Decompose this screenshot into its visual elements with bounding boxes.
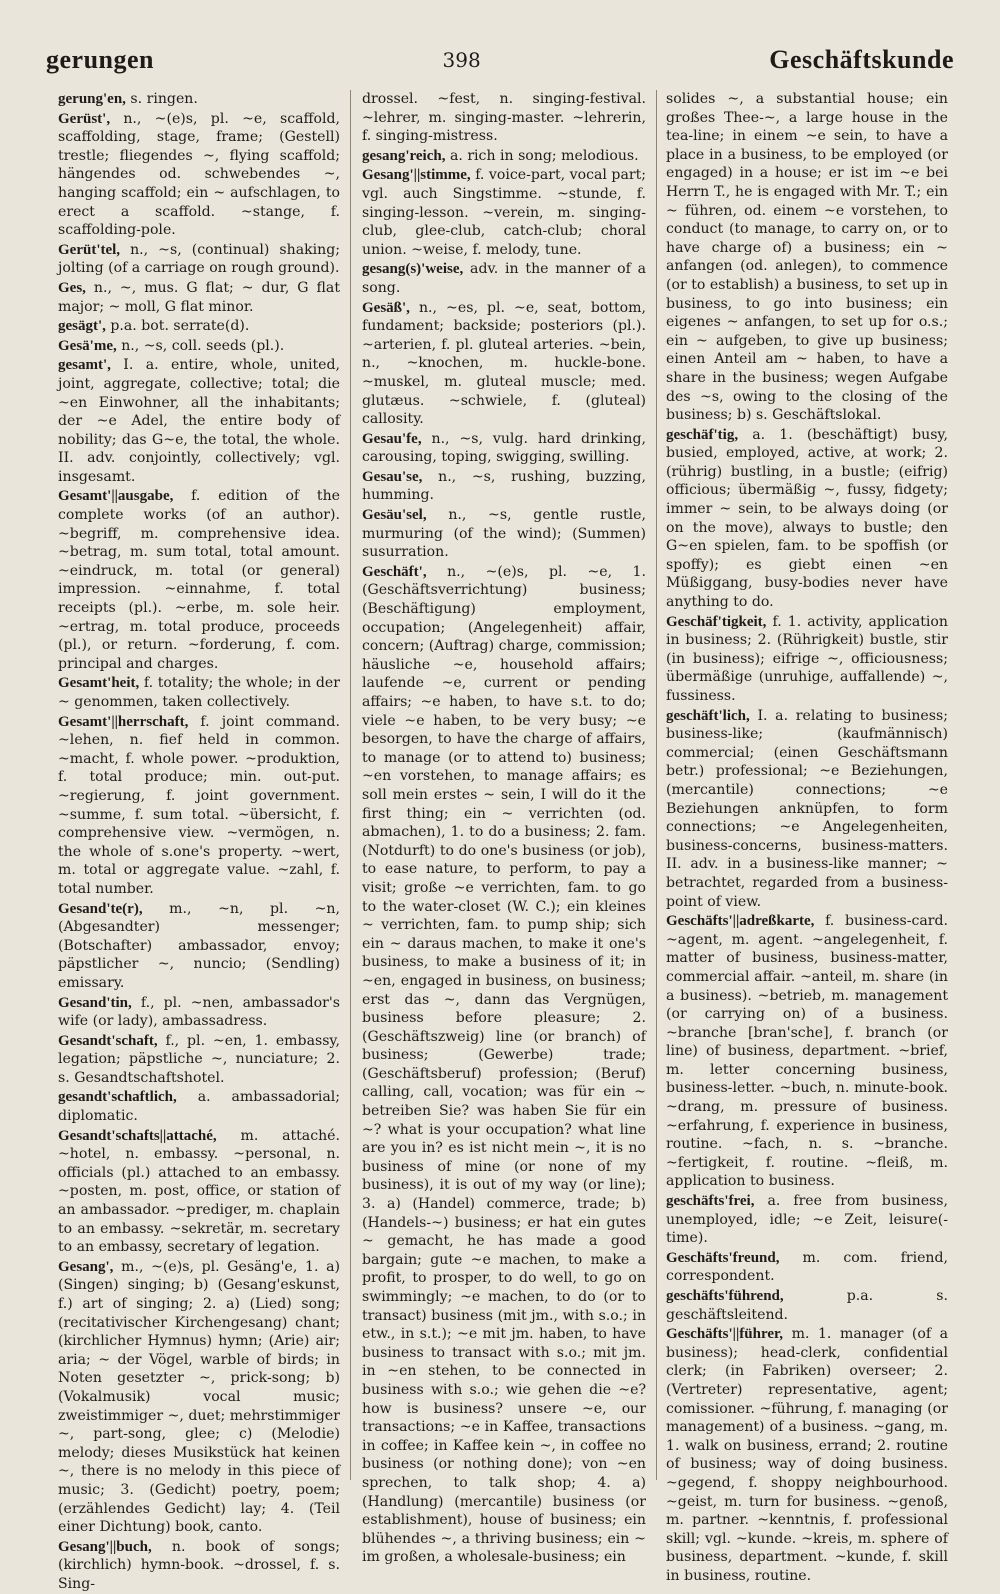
column-middle	[362, 90, 647, 1566]
entry-headword: Gerüt'tel,	[58, 241, 121, 258]
dictionary-entry	[58, 337, 340, 356]
dictionary-entry	[666, 707, 948, 912]
entry-definition: f. voice-part, vocal part; vgl. auch Singstimme. ~stunde, f. singing-lesson. ~verein, m. singing-club, glee-club, catch-club; choral union. ~weise, f. melody, tune.	[362, 167, 646, 258]
entry-definition: n. book of songs; (kirchlich) hymn-book. ~drossel, f. s. Sing-	[58, 1538, 340, 1592]
entry-headword: Gerüst',	[58, 110, 111, 127]
entry-definition: s. ringen.	[130, 91, 198, 107]
dictionary-entry	[58, 713, 340, 899]
dictionary-entry	[666, 912, 948, 1191]
entry-definition: n., ~(e)s, pl. ~e, scaffold, scaffolding, stage, frame; (Gestell) trestle; fliegendes ~, flying scaffold; hängendes od. schwebendes ~, hanging scaffold; ein ~ aufschlagen, to erect a scaffold. ~stange, f. scaffolding-pole.	[58, 110, 341, 239]
entry-definition: n., ~s, rushing, buzzing, humming.	[362, 468, 647, 504]
entry-headword: gerung'en,	[58, 91, 126, 107]
entry-headword: geschäft'lich,	[666, 707, 750, 724]
dictionary-entry	[58, 356, 340, 486]
entry-headword: Gesang',	[58, 1258, 114, 1275]
running-head-right: Geschäftskunde	[769, 45, 954, 74]
running-head-left: gerungen	[46, 45, 154, 74]
entry-definition: n., ~s, gentle rustle, murmuring (of the wind); (Summen) susurration.	[362, 507, 646, 561]
entry-headword: Gesamt'||ausgabe,	[58, 488, 174, 505]
entry-definition: a. 1. (beschäftigt) busy, busied, employed, active, at work; 2. (rührig) bustling, in a bustle; (eifrig) officious; übermäßig ~, fussy, fidgety; immer ~ sein, to be always doing (or on the move), always to bustle; den G~en spielen, fam. to be spoffish (or spoffy); es giebt einen ~en Müßiggang, busy-bodies never have anything to do.	[666, 426, 948, 611]
entry-headword: Geschäf'tigkeit,	[666, 613, 767, 630]
entry-headword: Ges,	[58, 279, 86, 296]
entry-headword: Geschäft',	[362, 563, 427, 580]
entry-definition: n., ~s, coll. seeds (pl.).	[121, 337, 285, 354]
entry-headword: geschäfts'führend,	[666, 1288, 784, 1304]
entry-definition: a. rich in song; melodious.	[449, 147, 639, 164]
entry-headword: gesandt'schaftlich,	[58, 1089, 177, 1106]
entry-definition: m. com. friend, correspondent.	[666, 1249, 948, 1285]
dictionary-entry	[666, 1249, 948, 1286]
entry-headword: gesang'reich,	[362, 147, 446, 164]
entry-headword: Gesau'se,	[362, 468, 423, 485]
entry-definition: I. a. relating to business; business-like; (kaufmännisch) commercial; (einen Geschäftsmann betr.) professional; ~e Beziehungen, (mercantile) connections; ~e Beziehungen anknüpfen, to form connections; ~e Angelegenheiten, business-concerns, business-matters. II. adv. in a business-like manner; ~ betrachtet, regarded from a business-point of view.	[666, 707, 948, 910]
entry-definition: a. free from business, unemployed, idle; ~e Zeit, leisure(-time).	[666, 1193, 949, 1247]
entry-definition: m. 1. manager (of a business); head-clerk, confidential clerk; (in Fabriken) overseer; 2. (Vertreter) representative, agent; comissioner. ~führung, f. managing (or management) of a business. ~gang, m. 1. walk on business, errand; 2. routine of business; way of doing business. ~gegend, f. shoppy neighbourhood. ~geist, m. turn for business. ~genoß, m. partner. ~kenntnis, f. professional skill; vgl. ~kunde. ~kreis, m. sphere of business, department. ~kunde, f. skill in business, routine.	[666, 1326, 948, 1584]
entry-headword: Gesäu'sel,	[362, 507, 427, 524]
entry-definition: n., ~es, pl. ~e, seat, bottom, fundament; backside; posteriors (pl.). ~arterien, f. pl. gluteal arteries. ~bein, n., ~knochen, m. huckle-bone. ~muskel, m. gluteal muscle; med. glutæus. ~schwiele, f. (gluteal) callosity.	[362, 299, 646, 428]
dictionary-entry	[362, 506, 646, 562]
dictionary-entry	[58, 674, 340, 711]
entry-definition: drossel. ~fest, n. singing-festival. ~lehrer, m. singing-master. ~lehrerin, f. singing-mistress.	[362, 91, 646, 145]
page-header	[46, 38, 954, 82]
dictionary-entry	[666, 1192, 948, 1248]
entry-headword: Gesau'fe,	[362, 430, 422, 447]
entry-headword: Geschäfts'freund,	[666, 1249, 780, 1266]
dictionary-entry	[362, 563, 646, 1567]
entry-headword: geschäfts'frei,	[666, 1193, 755, 1210]
column-left	[58, 90, 341, 1592]
dictionary-entry	[58, 110, 340, 240]
dictionary-entry	[58, 1032, 340, 1088]
entry-headword: Gesamt'heit,	[58, 675, 140, 692]
entry-definition: adv. in the manner of a song.	[362, 261, 646, 296]
column-right	[666, 90, 949, 1584]
entry-headword: Gesand'te(r),	[58, 900, 143, 917]
entry-headword: Gesang'||buch,	[58, 1538, 152, 1555]
entry-definition: n., ~s, (continual) shaking; jolting (of a carriage on rough ground).	[58, 241, 341, 277]
column-divider	[350, 90, 351, 1480]
entry-headword: gesamt',	[58, 357, 111, 374]
entry-definition: n., ~, mus. G flat; ~ dur, G flat major; ~ moll, G flat minor.	[58, 279, 340, 315]
dictionary-entry	[666, 1287, 948, 1324]
dictionary-entry	[362, 299, 646, 429]
entry-headword: Gesandt'schaft,	[58, 1032, 158, 1049]
entry-definition: f., pl. ~nen, ambassador's wife (or lady), ambassadress.	[58, 994, 340, 1030]
entry-headword: geschäf'tig,	[666, 426, 739, 443]
entry-definition: I. a. entire, whole, united, joint, aggregate, collective; total; die ~en Einwohner, all the inhabitants; der ~e Adel, the entire body of nobility; das G~e, the total, the whole. II. adv. conjointly, collectively; vgl. insgesamt.	[58, 357, 341, 485]
dictionary-entry	[58, 900, 340, 993]
entry-headword: Gesand'tin,	[58, 994, 132, 1011]
dictionary-entry	[362, 430, 646, 467]
entry-definition: f. joint command. ~lehen, n. fief held in common. ~macht, f. whole power. ~produktion, f. total produce; min. out-put. ~regierung, f. joint government. ~summe, f. sum total. ~übersicht, f. comprehensive view. ~vermögen, n. the whole of s.one's property. ~wert, m. total or aggregate value. ~zahl, f. total number.	[58, 713, 340, 897]
dictionary-entry	[666, 90, 948, 425]
entry-definition: n., ~(e)s, pl. ~e, 1. (Geschäftsverrichtung) business; (Beschäftigung) employment, occupation; (Angelegenheit) affair, concern; (Auftrag) charge, commission; häusliche ~e, household affairs; laufende ~e, current or pending affairs; ~e haben, to have s.t. to do; viele ~e haben, to be very busy; ~e besorgen, to have the charge of affairs, to manage (or to attend to) business; ~en vorstehen, to manage affairs; es soll mein erstes ~ sein, I will do it the first thing; ein ~ verrichten (od. abmachen), 1. to do a business; 2. fam. (Notdurft) to do one's business (or job), to ease nature, to perform, to pay a visit; große ~e verrichten, fam. to go to the water-closet (W. C.); ein kleines ~ verrichten, fam. to pump ship; sich ein ~ daraus machen, to make it one's business, to make a business of it; in ~en, engaged in business, on business; erst das ~, dann das Vergnügen, business before pleasure; 2. (Geschäftszweig) line (or branch) of business; (Gewerbe) trade; (Geschäftsberuf) profession; (Beruf) calling, call, vocation; was für ein ~ betreiben Sie? was haben Sie für ein ~? what is your occupation? what line are you in? es ist nicht mein ~, it is no business of mine (or none of my business), it is out of my way (or line); 3. a) (Handel) commerce, trade; b) (Handels-~) business; er hat ein gutes ~ gemacht, he has made a good bargain; gute ~e machen, to make a profit, to prosper, to do well, to go on swimmingly; ~e machen, to do (or to transact) business (mit jm., with s.o.; in etw., in s.t.); ~e mit jm. haben, to have business to transact with s.o.; mit jm. in ~en stehen, to be connected in business with s.o.; wie gehen die ~e? how is business? unsere ~e, our transactions; ~e in Kaffee, transactions in coffee; in Kaffee kein ~, in coffee no business (or nothing done); von ~en sprechen, to talk shop; 4. a) (Handlung) (mercantile) business (or establishment), house of business; ein blühendes ~, a thriving business; ein ~ im großen, a wholesale-business; ein	[362, 563, 647, 1566]
entry-definition: n., ~s, vulg. hard drinking, carousing, toping, swigging, swilling.	[362, 430, 646, 466]
dictionary-entry	[362, 166, 646, 259]
dictionary-entry	[666, 613, 948, 706]
entry-headword: Gesamt'||herrschaft,	[58, 713, 189, 730]
dictionary-entry	[58, 317, 340, 336]
entry-headword: Gesäß',	[362, 299, 410, 316]
dictionary-entry	[362, 147, 646, 166]
dictionary-entry	[58, 241, 340, 278]
entry-definition: solides ~, a substantial house; ein großes Thee-~, a large house in the tea-line; in einem ~e sein, to have a place in a business, to be employed (or engaged) in a house; er ist im ~e bei Herrn T., he is engaged with Mr. T.; ein ~ führen, od. einem ~e vorstehen, to conduct (to manage, to carry on, or to have charge of) a business; ein ~ anfangen (od. anlegen), to commence (or to establish) a business, to set up in business, to go into business; ein eigenes ~ anfangen, to set up for o.s.; ein ~ aufgeben, to give up business; einen Anteil am ~ haben, to have a share in the business; wegen Aufgabe des ~s, owing to the closing of the business; b) s. Geschäftslokal.	[666, 91, 948, 424]
page-number: 398	[442, 48, 481, 72]
entry-headword: Gesä'me,	[58, 337, 117, 354]
dictionary-entry	[362, 90, 646, 146]
entry-definition: m., ~(e)s, pl. Gesäng'e, 1. a) (Singen) singing; b) (Gesang'eskunst, f.) art of singing; 2. a) (Lied) song; (recitativischer Kirchengesang) chant; (kirchlicher Hymnus) hymn; (Arie) air; aria; ~ der Vögel, warble of birds; in Noten gesetzter ~, prick-song; b) (Vokalmusik) vocal music; zweistimmiger ~, duet; mehrstimmiger ~, part-song, glee; c) (Melodie) melody; dieses Musikstück hat keinen ~, there is no melody in this piece of music; 3. (Gedicht) poetry, poem; (erzählendes Gedicht) lay; 4. (Teil einer Dichtung) book, canto.	[58, 1258, 340, 1536]
dictionary-entry	[58, 1258, 340, 1537]
entry-definition: f. edition of the complete works (of an author). ~begriff, m. comprehensive idea. ~betrag, m. sum total, total amount. ~eindruck, m. total (or general) impression. ~einnahme, f. total receipts (pl.). ~erbe, m. sole heir. ~ertrag, m. total produce, proceeds (pl.), or return. ~forderung, f. com. principal and charges.	[58, 488, 340, 672]
entry-headword: Gesandt'schafts||attaché,	[58, 1127, 217, 1144]
entry-definition: f. business-card. ~agent, m. agent. ~angelegenheit, f. matter of business, business-matter, commercial affair. ~anteil, m. share (in a business). ~betrieb, m. management (or carrying on) of a business. ~branche [bran'sche], f. branch (or line) of business, department. ~brief, m. letter concerning business, business-letter. ~buch, n. minute-book. ~drang, m. pressure of business. ~erfahrung, f. experience in business, routine. ~fach, n. s. ~branche. ~fertigkeit, f. routine. ~fleiß, m. application to business.	[666, 913, 948, 1190]
dictionary-entry	[666, 426, 948, 612]
entry-definition: m. attaché. ~hotel, n. embassy. ~personal, n. officials (pl.) attached to an embassy. ~posten, m. post, office, or station of an ambassador. ~prediger, m. chaplain to an embassy. ~sekretär, m. secretary to an embassy, secretary of legation.	[58, 1127, 341, 1256]
dictionary-entry	[58, 994, 340, 1031]
dictionary-entry	[58, 1088, 340, 1125]
dictionary-entry	[58, 487, 340, 673]
entry-definition: m., ~n, pl. ~n, (Abgesandter) messenger; (Botschafter) ambassador, envoy; päpstlicher ~, nuncio; (Sendling) emissary.	[58, 900, 340, 991]
entry-definition: p.a. bot. serrate(d).	[110, 318, 250, 335]
dictionary-entry	[58, 90, 340, 109]
entry-headword: Geschäfts'||adreßkarte,	[666, 913, 815, 930]
entry-headword: Gesang'||stimme,	[362, 167, 471, 184]
entry-definition: f. 1. activity, application in business; 2. (Rührigkeit) bustle, stir (in business); eifrige ~, officiousness; übermäßige (unruhige, auffallende) ~, fussiness.	[666, 613, 948, 704]
entry-headword: Geschäfts'||führer,	[666, 1326, 784, 1343]
entry-definition: f. totality; the whole; in der ~ genommen, taken collectively.	[58, 675, 341, 710]
entry-definition: a. ambassadorial; diplomatic.	[58, 1089, 340, 1125]
entry-definition: f., pl. ~en, 1. embassy, legation; päpstliche ~, nunciature; 2. s. Gesandtschaftshotel.	[58, 1032, 341, 1086]
column-divider	[656, 90, 657, 1480]
dictionary-entry	[58, 1538, 340, 1594]
entry-definition: p.a. s. geschäftsleitend.	[666, 1288, 948, 1323]
dictionary-entry	[58, 1127, 340, 1257]
entry-headword: gesang(s)'weise,	[362, 261, 464, 278]
dictionary-entry	[362, 468, 646, 505]
dictionary-entry	[362, 260, 646, 297]
dictionary-entry	[58, 279, 340, 316]
entry-headword: gesägt',	[58, 318, 106, 335]
dictionary-entry	[666, 1325, 948, 1585]
